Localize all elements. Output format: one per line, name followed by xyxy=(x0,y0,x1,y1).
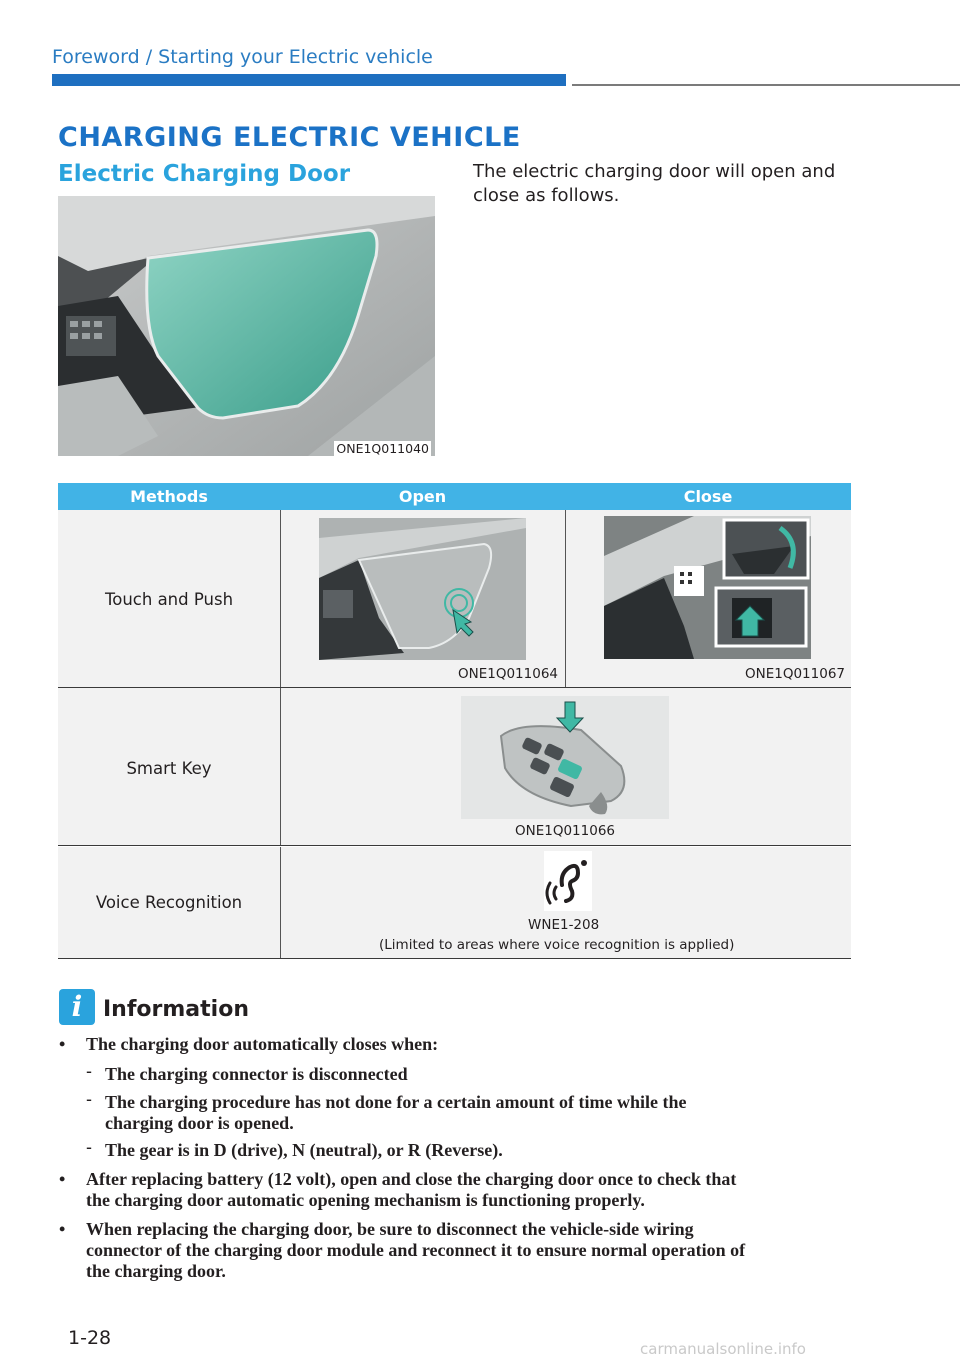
column-divider xyxy=(280,688,281,845)
header-rule xyxy=(572,84,960,86)
table-row xyxy=(58,847,851,959)
breadcrumb: Foreword / Starting your Electric vehicle xyxy=(52,46,433,68)
subsection-title: Electric Charging Door xyxy=(58,161,351,187)
intro-text: The electric charging door will open and close as follows. xyxy=(473,161,836,206)
column-divider xyxy=(280,510,281,687)
charging-door-photo xyxy=(58,196,435,456)
touch-open-code: ONE1Q011064 xyxy=(458,666,559,682)
header-accent-bar xyxy=(52,74,566,86)
header-open: Open xyxy=(398,487,447,506)
charging-door-figure xyxy=(58,196,435,456)
voice-recognition-icon xyxy=(544,851,592,911)
voice-note: (Limited to areas where voice recognition is applied) xyxy=(379,937,735,953)
touch-close-code: ONE1Q011067 xyxy=(745,666,846,682)
header-methods: Methods xyxy=(130,487,208,506)
table-row xyxy=(58,510,851,688)
info-bullet: • The charging door automatically closes when: xyxy=(86,1034,438,1055)
figure-code: ONE1Q011040 xyxy=(336,441,429,456)
info-icon: i xyxy=(59,989,95,1025)
column-divider xyxy=(280,847,281,958)
watermark: carmanualsonline.info xyxy=(640,1340,806,1358)
method-smart-key: Smart Key xyxy=(126,759,212,778)
info-title: Information xyxy=(103,997,249,1022)
method-touch-push: Touch and Push xyxy=(104,590,234,609)
table-header xyxy=(58,483,851,510)
header-close: Close xyxy=(683,487,733,506)
voice-code: WNE1-208 xyxy=(528,917,600,933)
info-bullet-cont: the charging door. xyxy=(86,1261,226,1281)
touch-close-figure xyxy=(604,516,811,659)
info-subitem: - The gear is in D (drive), N (neutral), or R (Reverse). xyxy=(105,1140,503,1161)
table-row xyxy=(58,688,851,846)
touch-close-photo xyxy=(604,516,811,659)
info-subitem-cont: charging door is opened. xyxy=(105,1113,294,1133)
page-number: 1-28 xyxy=(68,1327,112,1349)
section-title: CHARGING ELECTRIC VEHICLE xyxy=(58,122,521,153)
smart-key-photo xyxy=(461,696,669,819)
touch-open-photo xyxy=(319,518,526,660)
info-bullet-cont: connector of the charging door module and reconnect it to ensure normal operation of xyxy=(86,1240,746,1260)
smart-key-figure xyxy=(461,696,669,819)
info-subitem: - The charging procedure has not done for a certain amount of time while the xyxy=(105,1092,686,1113)
column-divider xyxy=(565,510,566,687)
info-bullet-cont: the charging door automatic opening mechanism is functioning properly. xyxy=(86,1190,645,1210)
info-subitem: - The charging connector is disconnected xyxy=(105,1064,408,1085)
touch-open-figure xyxy=(319,518,526,660)
method-voice-recognition: Voice Recognition xyxy=(95,893,243,912)
info-bullet: • After replacing battery (12 volt), open and close the charging door once to check that xyxy=(86,1169,736,1190)
smart-key-code: ONE1Q011066 xyxy=(515,823,616,839)
info-bullet: • When replacing the charging door, be sure to disconnect the vehicle-side wiring xyxy=(86,1219,694,1240)
